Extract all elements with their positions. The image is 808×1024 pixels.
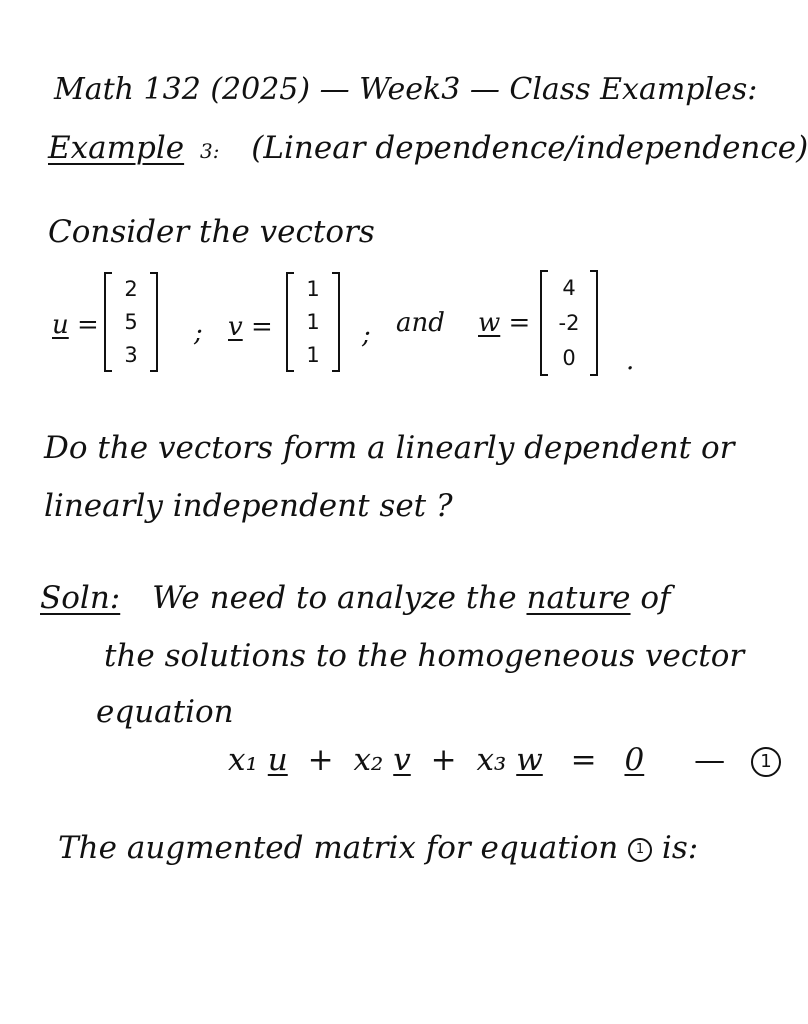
solution-line-1 [40, 580, 671, 616]
question-line-1: Do the vectors form a linearly dependent or [44, 430, 735, 466]
vector-w-matrix [540, 270, 598, 376]
dash: — [694, 742, 726, 778]
vector-v-entry: 1 [306, 276, 320, 301]
example-topic: (Linear dependence/independence) [251, 130, 808, 166]
zero-vector: 0 [624, 742, 645, 778]
solution-text: of [640, 580, 671, 616]
vector-v-entry: 1 [306, 309, 320, 334]
solution-text: We need to analyze the [152, 580, 517, 616]
period: . [626, 346, 635, 376]
equation-reference: 1 [628, 838, 652, 862]
example-label: Example [48, 130, 185, 166]
separator: ; [362, 320, 371, 350]
example-heading [48, 130, 808, 166]
equals-sign: = [570, 742, 597, 778]
vector-u-entry: 2 [124, 276, 138, 301]
and-text: and [396, 308, 445, 338]
page-title: Math 132 (2025) — Week3 — Class Examples: [54, 72, 758, 107]
vector-u: u [267, 742, 288, 778]
equation-tag: 1 [751, 747, 781, 777]
vector-w: w [516, 742, 543, 778]
vector-v-matrix [286, 272, 340, 372]
closing-text: The augmented matrix for equation [58, 830, 619, 866]
closing-line [58, 830, 698, 866]
separator: ; [194, 318, 203, 348]
solution-line-2: the solutions to the homogeneous vector [104, 638, 745, 674]
vector-w-entry: 4 [562, 275, 576, 300]
vector-u-matrix [104, 272, 158, 372]
coefficient-x2: x₂ [353, 742, 384, 778]
homogeneous-equation [228, 742, 781, 778]
coefficient-x1: x₁ [228, 742, 258, 778]
solution-label: Soln: [40, 580, 121, 616]
emphasized-word: nature [526, 580, 631, 616]
vector-u-entry: 3 [124, 343, 138, 368]
example-number: 3: [199, 139, 220, 163]
vector-w-entry: -2 [558, 310, 580, 335]
plus-sign: + [430, 742, 457, 778]
vector-u-label: u = [52, 310, 99, 340]
vector-v-label: v = [228, 312, 273, 342]
question-line-2: linearly independent set ? [44, 488, 453, 524]
plus-sign: + [307, 742, 334, 778]
closing-text: is: [661, 830, 699, 866]
vector-u-entry: 5 [124, 309, 138, 334]
vector-v-entry: 1 [306, 343, 320, 368]
vector-w-label: w = [478, 308, 531, 338]
coefficient-x3: x₃ [476, 742, 507, 778]
vector-v: v [393, 742, 411, 778]
intro-text: Consider the vectors [48, 214, 375, 250]
solution-line-3: equation [96, 694, 234, 730]
vector-w-entry: 0 [562, 346, 576, 371]
